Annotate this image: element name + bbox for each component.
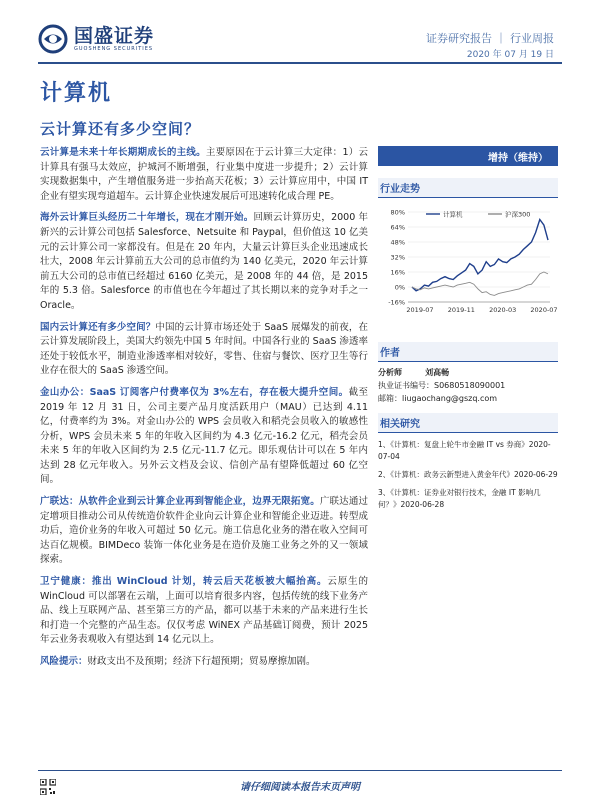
y-tick-label: 80% xyxy=(390,208,405,217)
paragraph-lead: 金山办公：SaaS 订阅客户付费率仅为 3%左右，存在极大提升空间。 xyxy=(40,386,349,398)
related-report-link[interactable]: 3、《计算机：证券业对银行技术，金融 IT 影响几何？》2020-06-28 xyxy=(378,488,541,509)
y-tick-label: 16% xyxy=(390,268,405,277)
paragraph xyxy=(40,575,368,648)
rating-badge: 增持（维持） xyxy=(378,146,558,166)
sidebar xyxy=(378,146,558,511)
related-heading: 相关研究 xyxy=(378,413,558,433)
paragraph-body: 广联达通过定增项目推动公司从传统造价软件企业向云计算企业和智能企业迈进。转型成功后，造价业务的年收入可超过 50 亿元。施工信息化业务的潜在收入空间可达百亿规模。BIMDeco 装饰一体化业务是在造价及施工业务之外的又一领域探索。 xyxy=(40,496,368,566)
logo-mark-icon xyxy=(38,24,68,54)
analyst-label: 分析师 xyxy=(378,368,402,377)
x-tick-label: 2019-07 xyxy=(406,306,434,314)
x-tick-label: 2019-11 xyxy=(447,306,475,314)
paragraph xyxy=(40,321,368,379)
report-title: 云计算还有多少空间？ xyxy=(40,120,201,138)
paragraph-lead: 卫宁健康：推出 WinCloud 计划，转云后天花板被大幅抬高。 xyxy=(40,576,328,588)
analyst-name: 刘高畅 xyxy=(425,368,450,377)
paragraph-body: 主要原因在于云计算三大定律：1）云计算具有强马太效应，护城河不断增强，行业集中度进一步提升；2）云计算实现数据集中，产生增值服务进一步抬高天花板；3）云计算应用中，中国 IT 企业有望实现弯道超车。云计算企业快速发展后可迅速转化成合理 PE。 xyxy=(40,147,368,202)
logo-text: 国盛证券 xyxy=(74,25,155,47)
paragraph-body: 云原生的 WinCloud 可以部署在云端，上面可以培育很多内容，包括传统的线下业务产品、线上互联网产品、甚至第三方的产品，都可以基于未来的产品来进行生长和打造一个完整的产品生态。仅仅考虑 WiNEX 产品基础订阅费，预计 2025 年云业务表观收入有望达到 14 亿元以上。 xyxy=(40,576,368,646)
y-tick-label: 48% xyxy=(390,238,405,247)
header-divider xyxy=(38,62,562,64)
trend-chart xyxy=(378,204,558,322)
paragraph-body: 截至 2019 年 12 月 31 日，公司主要产品月度活跃用户（MAU）已达到 4.11 亿，付费率约为 3%。对金山办公的 WPS 会员收入和稻壳会员收入的敏感性分析，WPS 会员未来 5 年的年收入区间约为 4.3 亿元-16.2 亿元，稻壳会员未来 5 年的年收入区间约为 2.5 亿元-11.7 亿元。即乐观估计可以在 5 年内达到 28 亿元年收入。另外云文档及会议、信创产品有望降低超过 60 亿空间。 xyxy=(40,386,368,486)
related-report-link[interactable]: 2、《计算机：政务云新型进入黄金年代》2020-06-29 xyxy=(378,470,558,479)
industry-title: 计算机 xyxy=(40,81,113,106)
footer-divider xyxy=(38,770,562,771)
related-report-link[interactable]: 1、《计算机：复盘上轮牛市金融 IT vs 券商》2020-07-04 xyxy=(378,440,551,461)
paragraph-lead: 海外云计算巨头经历二十年增长，现在才刚开始。 xyxy=(40,212,254,224)
y-tick-label: 0% xyxy=(394,283,405,292)
paragraph xyxy=(40,495,368,568)
paragraph xyxy=(40,211,368,313)
paragraph-lead: 云计算是未来十年长期期成长的主线。 xyxy=(40,147,206,158)
trend-chart-svg xyxy=(378,204,558,322)
report-type: 证券研究报告 ｜ 行业周报 xyxy=(426,32,554,45)
paragraph xyxy=(40,386,368,488)
paragraph-body: 中国的云计算市场还处于 SaaS 展爆发的前夜，在云计算发展阶段上，美国大约领先中国 5 年时间。中国各行业的 SaaS 渗透率还处于较低水平，制造业渗透率相对较好，零售、住宿与餐饮、医疗卫生等行业存在很大的 SaaS 渗透空间。 xyxy=(40,321,368,377)
report-date: 2020 年 07 月 19 日 xyxy=(466,50,554,60)
company-logo xyxy=(38,24,154,54)
footer-disclaimer: 请仔细阅读本报告末页声明 xyxy=(240,782,360,793)
paragraph-body: 回顾云计算历史，2000 年新兴的云计算公司包括 Salesforce、Netsuite 和 Paypal，但价值这 10 亿美元的云计算公司一家都没有。但是在 20 年内，大量云计算巨头企业迅速成长壮大，2008 年云计算前五大公司的总市值约为 140 亿美元，2020 年云计算前五大公司的总市值已经超过 6160 亿美元，是 2008 年的 44 倍，是 2015 年的 5.3 倍。Salesforce 的市值也在今年超过了其长期以来的竞争对手之一 Oracle。 xyxy=(40,212,368,311)
paragraph-lead: 国内云计算还有多少空间？ xyxy=(40,321,156,333)
series-line-hs300 xyxy=(412,272,548,295)
y-tick-label: 64% xyxy=(390,223,405,232)
paragraph-body: 财政支出不及预期；经济下行超预期；贸易摩擦加剧。 xyxy=(87,656,316,667)
x-tick-label: 2020-07 xyxy=(530,306,558,314)
series-line-computer xyxy=(412,220,548,291)
analyst-line xyxy=(378,366,558,379)
x-tick-label: 2020-03 xyxy=(489,306,517,314)
legend-label: 沪深300 xyxy=(505,210,531,219)
license-number: 执业证书编号：S0680518090001 xyxy=(378,381,506,390)
paragraph-lead: 广联达：从软件企业到云计算企业再到智能企业，边界无限拓宽。 xyxy=(40,496,320,508)
y-tick-label: 32% xyxy=(390,253,405,262)
paragraph-lead: 风险提示： xyxy=(40,656,88,667)
y-tick-label: -16% xyxy=(388,298,405,307)
risk-paragraph xyxy=(40,655,368,670)
trend-heading: 行业走势 xyxy=(378,178,558,198)
analyst-email[interactable]: 邮箱：liugaochang@gszq.com xyxy=(378,394,498,403)
author-heading: 作者 xyxy=(378,342,558,362)
report-summary xyxy=(40,146,368,677)
logo-en-text: GUOSHENG SECURITIES xyxy=(74,46,154,52)
paragraph xyxy=(40,146,368,204)
legend-label: 计算机 xyxy=(443,210,463,219)
